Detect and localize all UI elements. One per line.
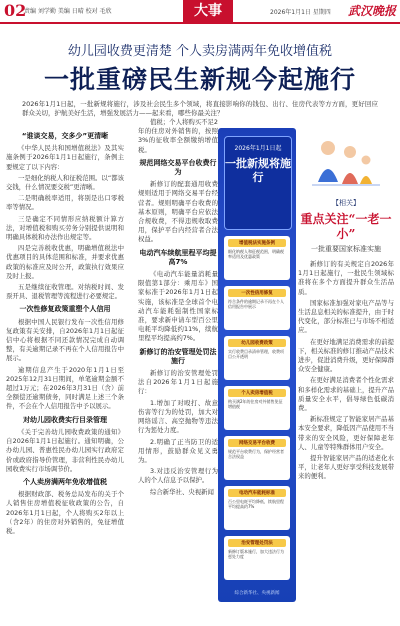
infographic-footer: 综合新华社、央视新闻 bbox=[234, 591, 280, 596]
page-header bbox=[0, 0, 400, 24]
section-tag: 大事 bbox=[183, 0, 233, 22]
article-column-4 bbox=[298, 260, 394, 618]
infographic-panel bbox=[218, 128, 296, 602]
infographic-card bbox=[224, 386, 290, 430]
newspaper-logo: 武汉晚报 bbox=[347, 4, 396, 18]
section-heading: 个人卖房满两年免收增值税 bbox=[23, 477, 107, 486]
paragraph: 四是完善税收优惠，明确增值税法中优惠项目的具体范围和标准，并要求优惠政策的标准应及时公开，政策执行效果应及时上报。 bbox=[6, 244, 124, 280]
paragraph: 新修订的治安管理处罚法自2026年1月1日起施行： bbox=[138, 369, 218, 396]
article-column-1 bbox=[6, 128, 124, 618]
infographic-date: 2026年1月1日起 bbox=[234, 145, 282, 152]
paragraph: 一是细化纳税人和征税范围。以“都该交钱，什么情况要交税”更清晰。 bbox=[6, 173, 124, 192]
paragraph: 二是明确税率适用，将别是出口零税率等情况。 bbox=[6, 194, 124, 212]
page-number: 02 bbox=[4, 1, 27, 20]
family-illustration-icon bbox=[306, 130, 386, 190]
paragraph: 根据财政部、税务总局发布的关于个人销售住房增值税征收政策的公告，自2026年1月1日起，个人将购买2年以上（含2年）的住房对外销售的，免征增值税。 bbox=[6, 490, 124, 535]
section-heading: 对幼儿园收费实行目录管理 bbox=[23, 415, 107, 424]
paragraph: 新修订的有关规定自2026年1月1日起施行，一批民生领域标准将在多个方面提升群众生活品质。 bbox=[298, 260, 394, 296]
article-column-2 bbox=[138, 118, 218, 618]
infographic-card-label: 增值税法实施条例 bbox=[228, 239, 286, 247]
infographic-card-label: 个人卖房增值税 bbox=[228, 389, 286, 397]
paragraph: 三是确定不同情形应纳税额计算方法，对增值税和购买劳务分别提供说明和明确具体税和办法作出规定等。 bbox=[6, 214, 124, 242]
paragraph: 《电动汽车能量消耗量限值第1部分：乘用车》国家标准于2026年1月1日起实施，该标准是全球首个电动汽车能耗强制性国家标准，要求新申请车型百公里电耗平均降低约11%，续航里程平均提高约7%。 bbox=[138, 270, 218, 343]
paragraph: 新标准规定了智能家居产品基本安全要求，降低因产品使用不当带来的安全风险，更好保障老年人、儿童等特殊群体用户安全。 bbox=[298, 415, 394, 451]
infographic-card bbox=[224, 336, 290, 380]
paragraph: 五是继续征收管理。对纳税时间、发票开具、退税管理等流程进行必要规定。 bbox=[6, 283, 124, 301]
section-heading: 电动汽车续航里程平均提高7% bbox=[139, 248, 217, 266]
related-label: 【相关】 bbox=[332, 199, 360, 207]
infographic-card bbox=[224, 436, 290, 480]
paragraph: 在更好地满足消费需求的前提下，相关标准的修订推动产品技术进步，促进消费升级，更好保障群众安全健康。 bbox=[298, 337, 394, 374]
paragraph: 《关于完善幼儿园收费政策的通知》自2026年1月1日起施行。通知明确，公办幼儿园、普惠性民办幼儿园实行政府定价或政府指导价管理，非营利性民办幼儿园收费实行市场调节价。 bbox=[6, 427, 124, 473]
infographic-card-text: 符合条件的逾期记录不再在个人信用报告中展示 bbox=[228, 299, 284, 310]
infographic-card bbox=[224, 536, 290, 580]
paragraph: 综合新华社、央视新闻 bbox=[150, 487, 214, 496]
paragraph: 提升智能家居产品的适老化水平，让老年人更好享受科技发展带来的便利。 bbox=[298, 454, 394, 481]
paragraph: 2.明确了正当防卫的适用情形，鼓励群众见义勇为。 bbox=[138, 437, 218, 464]
related-subtitle: 一批重要国家标准实施 bbox=[311, 245, 381, 253]
paragraph: 值税；个人将购买不足2年的住房对外销售的，按照3%的征收率全额缴纳增值税。 bbox=[138, 118, 218, 154]
infographic-card-text: 细化纳税人和征税范围，明确税率适用及优惠政策 bbox=[228, 249, 284, 260]
infographic-title-box bbox=[224, 136, 292, 230]
infographic-card-text: 规范平台收费行为，保护经营者合法权益 bbox=[228, 449, 284, 460]
infographic-card-label: 一次性信用修复 bbox=[228, 289, 286, 297]
paragraph: 国家标准加强对家电产品等与生活息息相关的标准提升，由于时代变化，部分标准已与市场不相适应。 bbox=[298, 298, 394, 335]
section-heading: 一次性修复政策重塑个人信用 bbox=[19, 305, 111, 314]
section-heading: “谁谈交易，交多少”更清晰 bbox=[21, 132, 109, 140]
infographic-card bbox=[224, 286, 290, 330]
infographic-card-label: 治安管理处罚法 bbox=[228, 539, 286, 547]
infographic-big-title: 一批新规将施行 bbox=[225, 157, 291, 184]
infographic-card bbox=[224, 486, 290, 530]
article-subtitle: 幼儿园收费更清楚 个人卖房满两年免收增值税 bbox=[67, 44, 333, 59]
infographic-card-label: 网络交易平台收费 bbox=[228, 439, 286, 447]
paragraph: 1.增加了对殴打、故意伤害等行为的处罚，加大对网络谣言、高空抛物等违法行为惩处力度。 bbox=[138, 398, 218, 435]
infographic-card-text: 新修订版本施行，加大违法行为惩处力度 bbox=[228, 549, 284, 560]
section-heading: 新修订的治安管理处罚法施行 bbox=[139, 347, 217, 365]
article-headline: 一批重磅民生新规今起施行 bbox=[43, 65, 356, 94]
paragraph: 在更好满足消费者个性化需求和多样化需求的基础上，提升产品质量安全水平，倡导绿色低碳消费。 bbox=[298, 376, 394, 413]
infographic-card-text: 百公里电耗平均降低，续航里程平均提高约7% bbox=[228, 499, 284, 510]
paragraph: 根据中国人民银行发布一次性信用修复政策有关安排，自2026年1月1日起征信中心将根据不同还款情况完成自动调整，有关逾期记录不再在个人信用报告中展示。 bbox=[6, 317, 124, 363]
infographic-card-text: 实行收费目录清单管理，收费项目公开透明 bbox=[228, 349, 284, 360]
infographic-card-label: 幼儿园收费政策 bbox=[228, 339, 286, 347]
infographic-card-text: 购买满2年的住房对外销售免征增值税 bbox=[228, 399, 283, 410]
paragraph: 3.对违反治安管理行为人的个人信息予以保护。 bbox=[138, 467, 218, 485]
section-heading: 规范网络交易平台收费行为 bbox=[139, 158, 217, 177]
editors-line: 责编 刘学勤 美编 日晴 校对 毛欣 bbox=[24, 8, 112, 15]
paragraph: 逾期信息产生于2020年1月1日至2025年12月31日期间，单笔逾期金额不超过1万元；在2026年3月31日（含）前全额偿还逾期债务，同时满足上述三个条件，不会在个人信用报告中予以展示。 bbox=[6, 365, 124, 411]
paragraph: 新修订的配套通用收费规则适用于网络交易平台经营者。规则明确平台收费的基本原则，明确平台应依法合规收费，不得违规收取费用，保护平台内经营者合法权益。 bbox=[138, 180, 218, 244]
infographic-card bbox=[224, 236, 290, 280]
article-lead: 2026年1月1日起，一批新规将施行，涉及社会民生多个领域，将直接影响你的钱包、出行、住房代表等方方面，更好回应群众关切，护航美好生活，增强发展活力——起来看，哪些你最关注？ bbox=[22, 100, 378, 117]
related-title: 重点关注“一老一小” bbox=[300, 212, 392, 241]
paragraph: 《中华人民共和国增值税法》及其实施条例于2026年1月1日起施行，条例主要规定了以下内容： bbox=[6, 144, 124, 171]
issue-date: 2026年1月1日 星期四 bbox=[270, 9, 331, 16]
infographic-card-label: 电动汽车能耗标准 bbox=[228, 489, 286, 497]
